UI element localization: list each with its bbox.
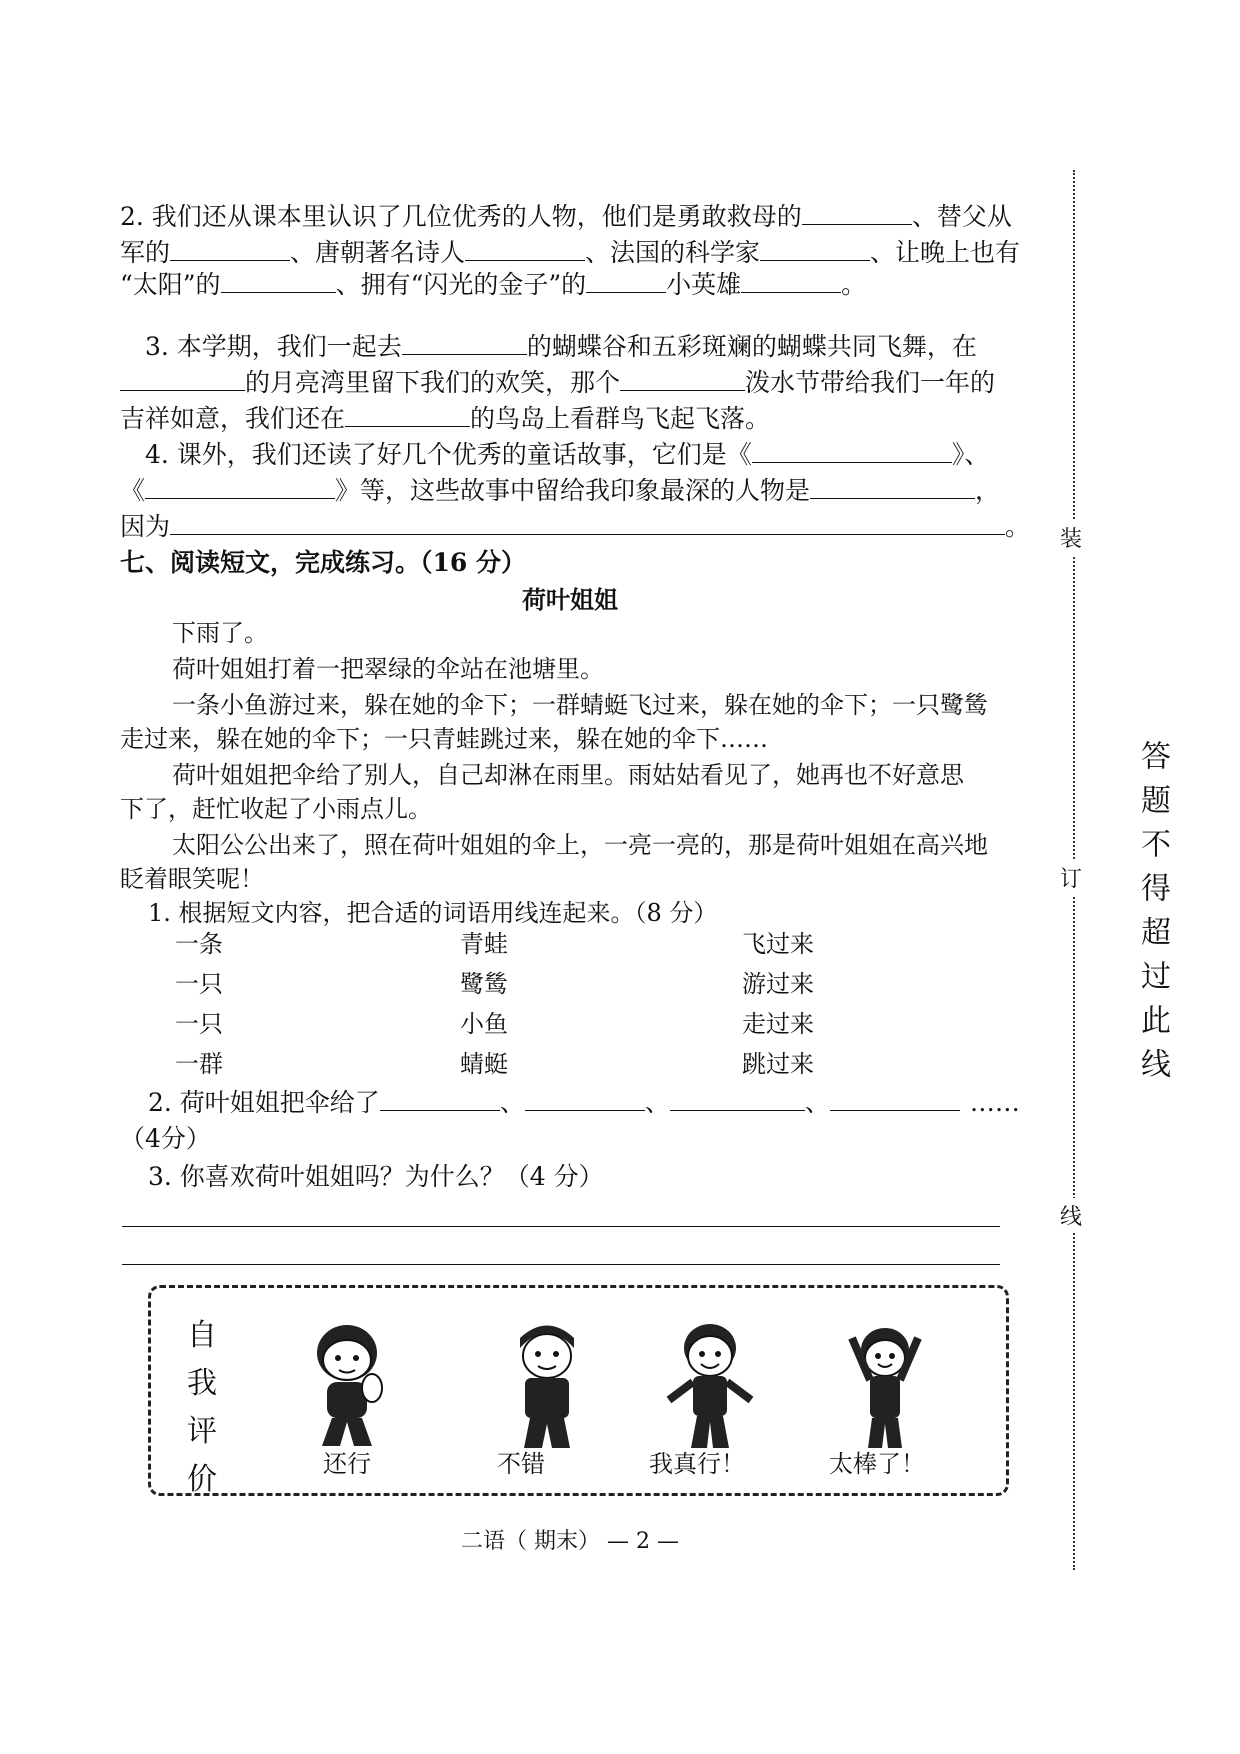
- q2-text: 、替父从: [911, 202, 1012, 231]
- answer-blank[interactable]: [170, 238, 290, 261]
- binding-char: 装: [1060, 520, 1082, 555]
- waving-boy-illustration[interactable]: [655, 1318, 765, 1453]
- match-item[interactable]: 一只: [175, 970, 223, 998]
- ellipsis: ……: [969, 1088, 1020, 1117]
- label-char: 自: [187, 1318, 217, 1353]
- exercise-2: [120, 1086, 1020, 1120]
- exercise-2-score: （4分）: [120, 1124, 211, 1153]
- q3-line3: [120, 402, 1020, 436]
- match-column-animals: [460, 924, 508, 1084]
- q3-line2: [120, 366, 1020, 400]
- q4-text: 因为: [120, 512, 171, 541]
- answer-blank[interactable]: [670, 1088, 805, 1111]
- passage-paragraph: 荷叶姐姐打着一把翠绿的伞站在池塘里。: [172, 655, 604, 683]
- q2-text: 。: [841, 270, 867, 299]
- answer-blank[interactable]: [120, 368, 245, 391]
- q2-text: 小英雄: [666, 270, 742, 299]
- match-item[interactable]: 蜻蜓: [460, 1050, 508, 1078]
- match-column-quantifiers: [175, 924, 223, 1084]
- answer-blank[interactable]: [802, 202, 912, 225]
- q4-text: 《: [120, 476, 146, 505]
- answer-blank[interactable]: [752, 440, 952, 463]
- binding-char: 订: [1060, 860, 1082, 895]
- rating-label[interactable]: 还行: [323, 1450, 371, 1478]
- q3-text: 泼水节带给我们一年的: [745, 368, 996, 397]
- binding-char: 线: [1060, 1198, 1082, 1233]
- match-item[interactable]: 游过来: [742, 970, 814, 998]
- q2-text: 2. 我们还从课本里认识了几位优秀的人物，他们是勇敢救母的: [120, 202, 802, 231]
- answer-blank[interactable]: [586, 270, 666, 293]
- q3-text: 的蝴蝶谷和五彩斑斓的蝴蝶共同飞舞，在: [526, 332, 977, 361]
- passage-paragraph: 一条小鱼游过来，躲在她的伞下；一群蜻蜓飞过来，躲在她的伞下；一只鹭鸶: [172, 691, 988, 719]
- answer-line[interactable]: [122, 1226, 1000, 1227]
- separator: 、: [804, 1088, 830, 1117]
- rating-label[interactable]: 不错: [497, 1450, 545, 1478]
- standing-boy-illustration[interactable]: [492, 1318, 602, 1453]
- q3-text: 的鸟岛上看群鸟飞起飞落。: [470, 404, 771, 433]
- page-footer: 二语（ 期末） — 2 —: [461, 1529, 679, 1554]
- match-item[interactable]: 跳过来: [742, 1050, 814, 1078]
- q4-text: 。: [1005, 512, 1031, 541]
- match-item[interactable]: 一只: [175, 1010, 223, 1038]
- answer-blank[interactable]: [402, 332, 527, 355]
- q2-text: 、唐朝著名诗人: [290, 238, 466, 267]
- thinking-boy-illustration[interactable]: [292, 1318, 402, 1453]
- answer-blank[interactable]: [221, 270, 336, 293]
- match-item[interactable]: 青蛙: [460, 930, 508, 958]
- separator: 、: [499, 1088, 525, 1117]
- q2-line2: [120, 236, 1020, 270]
- label-char: 评: [187, 1414, 217, 1449]
- section-heading: 七、阅读短文，完成练习。（16 分）: [120, 548, 526, 577]
- label-char: 我: [187, 1366, 217, 1401]
- answer-line[interactable]: [122, 1264, 1000, 1265]
- q3-text: 3. 本学期，我们一起去: [145, 332, 402, 361]
- passage-title: 荷叶姐姐: [522, 585, 618, 614]
- answer-blank[interactable]: [810, 476, 975, 499]
- answer-blank[interactable]: [525, 1088, 645, 1111]
- answer-blank[interactable]: [760, 238, 870, 261]
- q4-line1: [120, 438, 1020, 472]
- match-column-actions: [742, 924, 814, 1084]
- q4-text: ，: [975, 476, 1001, 505]
- passage-paragraph: 荷叶姐姐把伞给了别人，自己却淋在雨里。雨姑姑看见了，她再也不好意思: [172, 761, 964, 789]
- q2-text: “太阳”的: [120, 270, 221, 299]
- match-item[interactable]: 飞过来: [742, 930, 814, 958]
- q4-text: 》、: [951, 440, 990, 469]
- exercise-2-text: 2. 荷叶姐姐把伞给了: [148, 1088, 380, 1117]
- rating-label[interactable]: 我真行！: [649, 1450, 745, 1478]
- binding-warning: 答题不得超过此线: [1135, 740, 1170, 1092]
- q4-line2: [120, 474, 1020, 508]
- passage-paragraph: 走过来，躲在她的伞下；一只青蛙跳过来，躲在她的伞下……: [120, 725, 768, 753]
- answer-blank[interactable]: [465, 238, 585, 261]
- separator: 、: [644, 1088, 670, 1117]
- answer-blank[interactable]: [170, 512, 1005, 535]
- q2-line1: [120, 200, 1020, 234]
- q3-text: 吉祥如意，我们还在: [120, 404, 346, 433]
- q4-text: 4. 课外，我们还读了好几个优秀的童话故事，它们是《: [145, 440, 752, 469]
- answer-blank[interactable]: [620, 368, 745, 391]
- match-item[interactable]: 走过来: [742, 1010, 814, 1038]
- match-item[interactable]: 鹭鸶: [460, 970, 508, 998]
- q3-line1: [120, 330, 1020, 364]
- self-evaluation-label: [182, 1312, 222, 1504]
- q2-text: 军的: [120, 238, 171, 267]
- cheering-boy-illustration[interactable]: [830, 1318, 940, 1453]
- match-item[interactable]: 小鱼: [460, 1010, 508, 1038]
- exercise-1: 1. 根据短文内容，把合适的词语用线连起来。（8 分）: [148, 899, 718, 927]
- passage-paragraph: 眨着眼笑呢！: [120, 865, 264, 893]
- answer-blank[interactable]: [741, 270, 841, 293]
- q2-text: 、拥有“闪光的金子”的: [335, 270, 587, 299]
- q2-text: 、让晚上也有: [870, 238, 1021, 267]
- q3-text: 的月亮湾里留下我们的欢笑，那个: [245, 368, 621, 397]
- answer-blank[interactable]: [145, 476, 335, 499]
- exercise-3: 3. 你喜欢荷叶姐姐吗？为什么？（4 分）: [148, 1162, 604, 1191]
- q2-line3: [120, 268, 1020, 302]
- q4-text: 》等，这些故事中留给我印象最深的人物是: [335, 476, 811, 505]
- answer-blank[interactable]: [345, 404, 470, 427]
- q2-text: 、法国的科学家: [585, 238, 761, 267]
- passage-paragraph: 下雨了。: [172, 619, 268, 647]
- rating-label[interactable]: 太棒了！: [829, 1450, 925, 1478]
- passage-paragraph: 下了，赶忙收起了小雨点儿。: [120, 795, 432, 823]
- match-item[interactable]: 一条: [175, 930, 223, 958]
- q4-line3: [120, 510, 1031, 544]
- label-char: 价: [187, 1462, 217, 1497]
- answer-blank[interactable]: [380, 1088, 500, 1111]
- passage-paragraph: 太阳公公出来了，照在荷叶姐姐的伞上，一亮一亮的，那是荷叶姐姐在高兴地: [172, 831, 988, 859]
- answer-blank[interactable]: [830, 1088, 960, 1111]
- match-item[interactable]: 一群: [175, 1050, 223, 1078]
